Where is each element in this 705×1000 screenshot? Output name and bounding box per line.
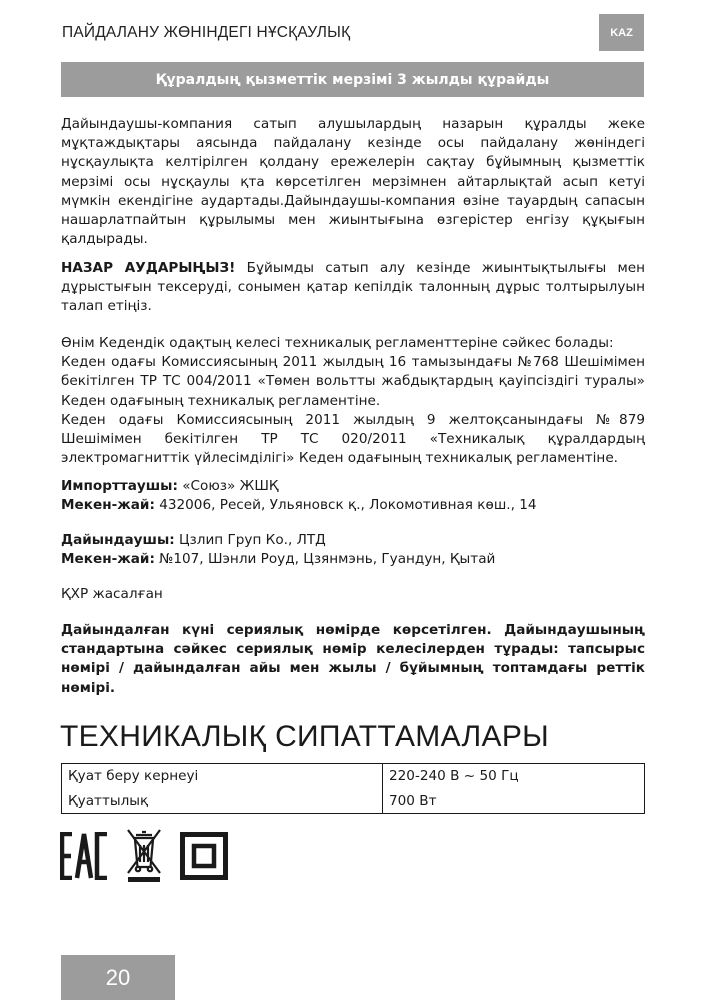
importer-address-label: Мекен-жай:: [61, 497, 155, 514]
table-row: [62, 764, 645, 789]
specs-table: [61, 763, 645, 814]
maker-address-label: Мекен-жай:: [61, 551, 155, 568]
maker-label: Дайындаушы:: [61, 532, 175, 548]
language-tab: KAZ: [599, 14, 644, 51]
spec-value: 700 Вт: [389, 792, 437, 809]
importer-block: [61, 477, 645, 515]
importer-value: «Союз» ЖШҚ: [177, 478, 279, 494]
attention-text: Бұйымды сатып алу кезінде жиынтықтылығы мен дұрыстығын тексеруді, сонымен қатар кепілдік талонның дұрыс толтырылуын талап етіңіз.: [61, 260, 646, 315]
specs-title: ТЕХНИКАЛЫҚ СИПАТТАМАЛАРЫ: [60, 720, 550, 753]
table-row: [62, 789, 645, 814]
double-insulation-icon: [180, 832, 228, 880]
page-header-title: ПАЙДАЛАНУ ЖӨНІНДЕГІ НҰСҚАУЛЫҚ: [62, 24, 351, 41]
compliance-regulation-2: Кеден одағы Комиссиясының 2011 жылдың 9 желтоқсанындағы №879 Шешімімен бекітілген ТР ТС 020/2011 «Техникалық құралдардың электромагниттік үйлесімділігі» Кеден одағының техникалық регламентіне.: [61, 411, 645, 467]
service-life-banner: Құралдың қызметтік мерзімі 3 жылды құрайды: [61, 62, 644, 97]
spec-label: Қуаттылық: [62, 789, 383, 814]
weee-crossed-bin-icon: [123, 827, 165, 883]
importer-label: Импорттаушы:: [61, 478, 178, 494]
compliance-intro: Өнім Кедендік одақтың келесі техникалық регламенттеріне сәйкес болады:: [61, 335, 614, 351]
maker-address-value: №107, Шэнли Роуд, Цзянмэнь, Гуандун, Қытай: [154, 551, 496, 568]
attention-label: НАЗАР АУДАРЫҢЫЗ!: [61, 260, 236, 276]
eac-mark-icon: [60, 832, 110, 880]
spec-value: 220-240 В ~ 50 Гц: [389, 768, 519, 785]
manufacturer-note-paragraph: Дайындаушы-компания сатып алушылардың назарын құралды жеке мұқтаждықтары аясында пайдалану кезінде осы пайдалану жөніндегі нұсқаулықта келтірілген қолдану ережелерін сақтау бұйымның қызметтік мерзімі осы нұсқаулы қта көрсетілген мерзімнен айтарлықтай асып кетуі мүмкін екендігіне аудартады.Дайындаушы-компания өзіне тауардың сапасын нашарлатпайтын құрылымы мен жиынтығына өзгерістер енгізу құқығын қалдырады.: [61, 116, 645, 248]
compliance-regulation-1: Кеден одағы Комиссиясының 2011 жылдың 16 тамызындағы №768 Шешімімен бекітілген ТР ТС 004/2011 «Төмен вольтты жабдықтардың қауіпсіздігі туралы» Кеден одағының техникалық регламентіне.: [61, 354, 645, 409]
origin-text: ҚХР жасалған: [61, 586, 163, 602]
spec-label: Қуат беру кернеуі: [62, 764, 383, 789]
importer-address-value: 432006, Ресей, Ульяновск қ., Локомотивная көш., 14: [154, 497, 537, 514]
compliance-paragraph: [61, 334, 645, 468]
maker-block: [61, 531, 645, 569]
manufacture-date-note: Дайындалған күні сериялық нөмірде көрсетілген. Дайындаушының стандартына сәйкес сериялық нөмір келесілерден тұрады: тапсырыс нөмірі / дайындалған айы мен жылы / бұйымның топтамдағы реттік нөмірі.: [61, 622, 645, 696]
page-number: 20: [61, 955, 175, 1000]
attention-paragraph: [61, 259, 645, 317]
maker-value: Цзлип Груп Ко., ЛТД: [174, 532, 326, 548]
